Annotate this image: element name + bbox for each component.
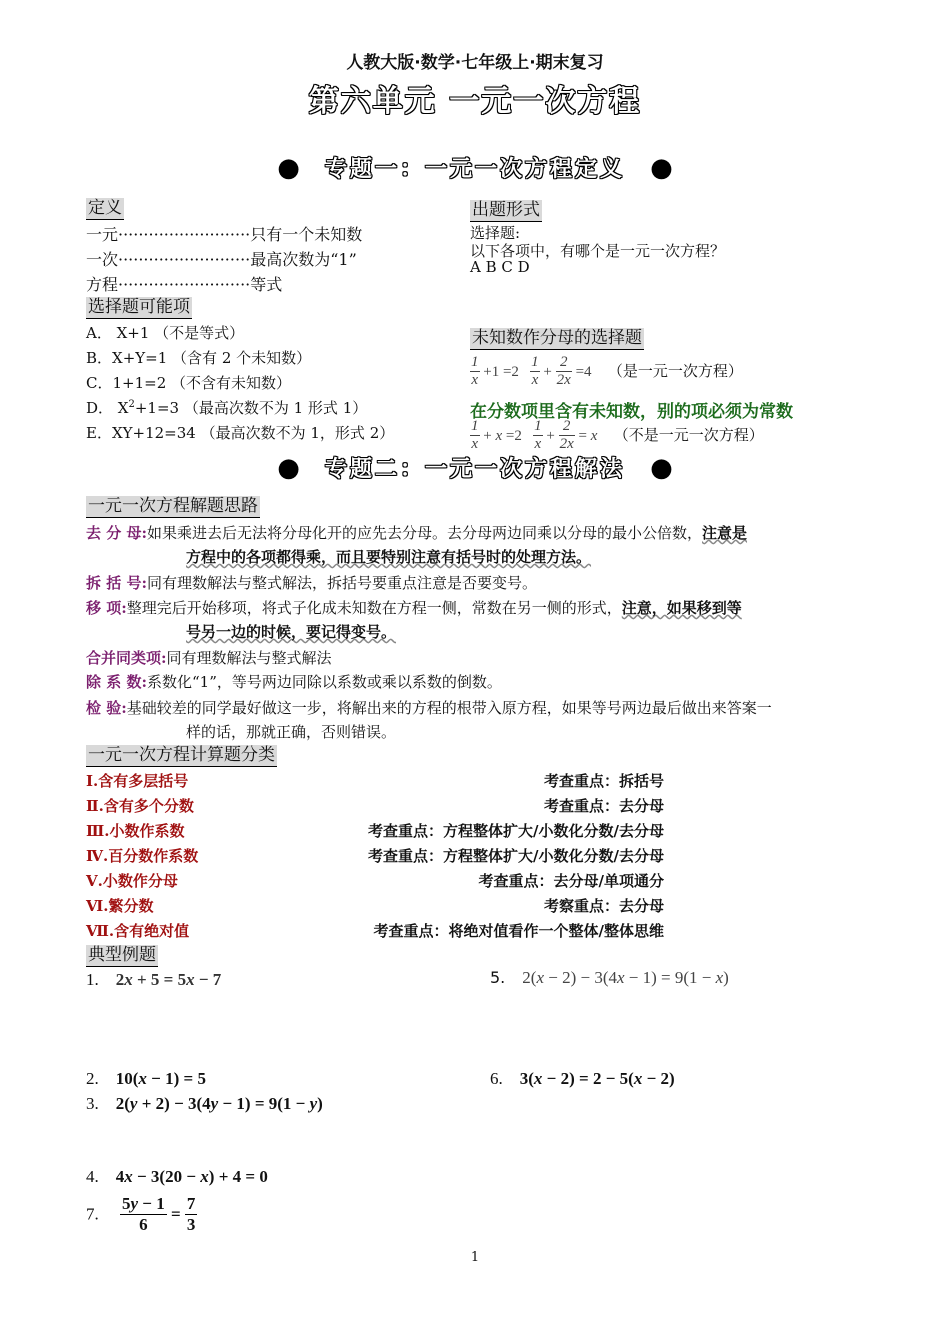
example-number: 6.: [490, 1069, 503, 1088]
choice-item-d-sup: 2: [128, 399, 135, 410]
step-text: 整理完后开始移项，将式子化成未知数在方程一侧，常数在另一侧的形式，: [126, 599, 622, 617]
classification-type: Ⅲ.小数作系数: [86, 822, 185, 840]
definition-heading: 定义: [88, 198, 122, 218]
question-form-line2: 以下各项中，有哪个是一元一次方程？: [470, 242, 726, 260]
examples-heading: 典型例题: [88, 945, 156, 965]
example-number: 4.: [86, 1167, 99, 1186]
classification-type: Ⅴ.小数作分母: [86, 872, 178, 890]
bullet-icon: ●: [650, 153, 673, 183]
classification-focus: 考查重点：方程整体扩大/小数化分数/去分母: [368, 847, 664, 865]
choice-items-heading: 选择题可能项: [88, 297, 190, 317]
classification-type: Ⅱ.含有多个分数: [86, 797, 194, 815]
page-number: 1: [470, 1250, 480, 1265]
definition-row: 一元··························只有一个未知数: [86, 225, 363, 244]
example-6: 6. 3(x − 2) = 2 − 5(x − 2): [490, 1069, 675, 1088]
step-text: 同有理数解法与整式解法: [166, 649, 332, 667]
step-combine-like-terms: [86, 647, 332, 668]
step-label: 移 项:: [86, 599, 127, 617]
step-text: 如果乘进去后无法将分母化开的应先去分母。去分母两边同乘以分母的最小公倍数，: [146, 524, 702, 542]
step-text: 系数化“1”，等号两边同除以系数或乘以系数的倒数。: [146, 673, 502, 691]
step-label: 除 系 数:: [86, 673, 147, 691]
example-2: 2. 10(x − 1) = 5: [86, 1069, 206, 1088]
fraction-equation-1-note: （是一元一次方程）: [607, 362, 743, 380]
document-subtitle: 人教大版·数学·七年级上·期末复习: [346, 53, 604, 73]
choice-item-b: B．X+Y=1 （含有 2 个未知数）: [86, 349, 312, 367]
step-emphasis: 注意，如果移到等: [621, 599, 742, 617]
classification-heading: 一元一次方程计算题分类: [88, 745, 275, 765]
classification-type: Ⅵ.繁分数: [86, 897, 154, 915]
choice-item-e: E．XY+12=34 （最高次数不为 1，形式 2）: [86, 424, 395, 442]
example-1: 1. 2x + 5 = 5x − 7: [86, 970, 222, 989]
solve-steps-heading: 一元一次方程解题思路: [88, 496, 258, 516]
classification-focus: 考查重点：拆括号: [543, 772, 664, 790]
classification-focus: 考查重点：方程整体扩大/小数化分数/去分母: [368, 822, 664, 840]
choice-item-c: C．1+1=2 （不含有未知数）: [86, 374, 292, 392]
example-number: 2.: [86, 1069, 99, 1088]
topic1-title: 专题一：一元一次方程定义: [324, 157, 625, 182]
bullet-icon: ●: [277, 453, 300, 483]
choice-item-d-suffix: +1=3 （最高次数不为 1 形式 1）: [134, 399, 368, 417]
step-continuation: 号另一边的时候，要记得变号。: [186, 623, 397, 641]
choice-item-d: [86, 397, 367, 418]
step-text: 基础较差的同学最好做这一步，将解出来的方程的根带入原方程，如果等号两边最后做出来答案一: [126, 699, 772, 717]
step-label: 去 分 母:: [86, 524, 147, 542]
topic1-banner: [0, 152, 950, 183]
example-number: 7.: [86, 1204, 99, 1224]
example-3: 3. 2(y + 2) − 3(4y − 1) = 9(1 − y): [86, 1094, 323, 1113]
classification-focus: 考查重点：将绝对值看作一个整体/整体思维: [373, 922, 664, 940]
classification-focus: 考查重点：去分母: [543, 797, 664, 815]
fraction-question-heading: 未知数作分母的选择题: [472, 328, 642, 348]
fraction-equation-1: $\frac{1}{x}$ +1 =2 $\frac{1}{x}$ + $\frac{2}{2x}$ =4 （是一元一次方程）: [471, 354, 743, 388]
step-transpose: [86, 597, 742, 618]
bullet-icon: ●: [277, 153, 300, 183]
fraction-emphasis: 在分数项里含有未知数，别的项必须为常数: [470, 402, 793, 422]
example-7: 7. $\frac{5y - 1}{6}$ = $\frac{7}{3}$: [86, 1194, 196, 1234]
topic2-title: 专题二：一元一次方程解法: [324, 457, 625, 482]
step-clear-denominator: [86, 522, 747, 543]
choice-item-d-prefix: D． X: [86, 399, 129, 417]
classification-focus: 考查重点：去分母/单项通分: [478, 872, 664, 890]
question-form-options: A B C D: [470, 258, 530, 276]
example-number: 5.: [490, 968, 506, 987]
definition-row: 方程··························等式: [86, 275, 283, 294]
fraction-equation-2-note: （不是一元一次方程）: [613, 426, 764, 444]
definition-row: 一次··························最高次数为“1”: [86, 250, 357, 269]
step-remove-brackets: [86, 572, 537, 593]
fraction-equation-2: $\frac{1}{x}$ + x =2 $\frac{1}{x}$ + $\frac{2}{2x}$ = x （不是一元一次方程）: [471, 418, 764, 452]
step-continuation: 样的话，那就正确，否则错误。: [186, 723, 397, 741]
classification-type: Ⅳ.百分数作系数: [86, 847, 199, 865]
example-4: 4. 4x − 3(20 − x) + 4 = 0: [86, 1167, 268, 1186]
step-label: 检 验:: [86, 699, 127, 717]
step-emphasis: 注意是: [702, 524, 748, 542]
bullet-icon: ●: [650, 453, 673, 483]
example-5: 5. 2(x − 2) − 3(4x − 1) = 9(1 − x): [490, 968, 729, 987]
example-number: 3.: [86, 1094, 99, 1113]
step-check: [86, 697, 772, 718]
question-form-line1: 选择题:: [470, 224, 521, 242]
document-title: 第六单元 一元一次方程: [308, 84, 642, 119]
step-label: 合并同类项:: [86, 649, 167, 667]
step-text: 同有理数解法与整式解法，拆括号要重点注意是否要变号。: [146, 574, 537, 592]
classification-type: Ⅶ.含有绝对值: [86, 922, 190, 940]
question-form-heading: 出题形式: [472, 200, 540, 220]
classification-type: Ⅰ.含有多层括号: [86, 772, 189, 790]
topic2-banner: [0, 452, 950, 483]
step-divide-coefficient: [86, 671, 502, 692]
step-label: 拆 括 号:: [86, 574, 147, 592]
step-continuation: 方程中的各项都得乘，而且要特别注意有括号时的处理方法。: [186, 548, 592, 566]
choice-item-a: A． X+1 （不是等式）: [86, 324, 245, 342]
example-number: 1.: [86, 970, 99, 989]
classification-focus: 考察重点：去分母: [543, 897, 664, 915]
